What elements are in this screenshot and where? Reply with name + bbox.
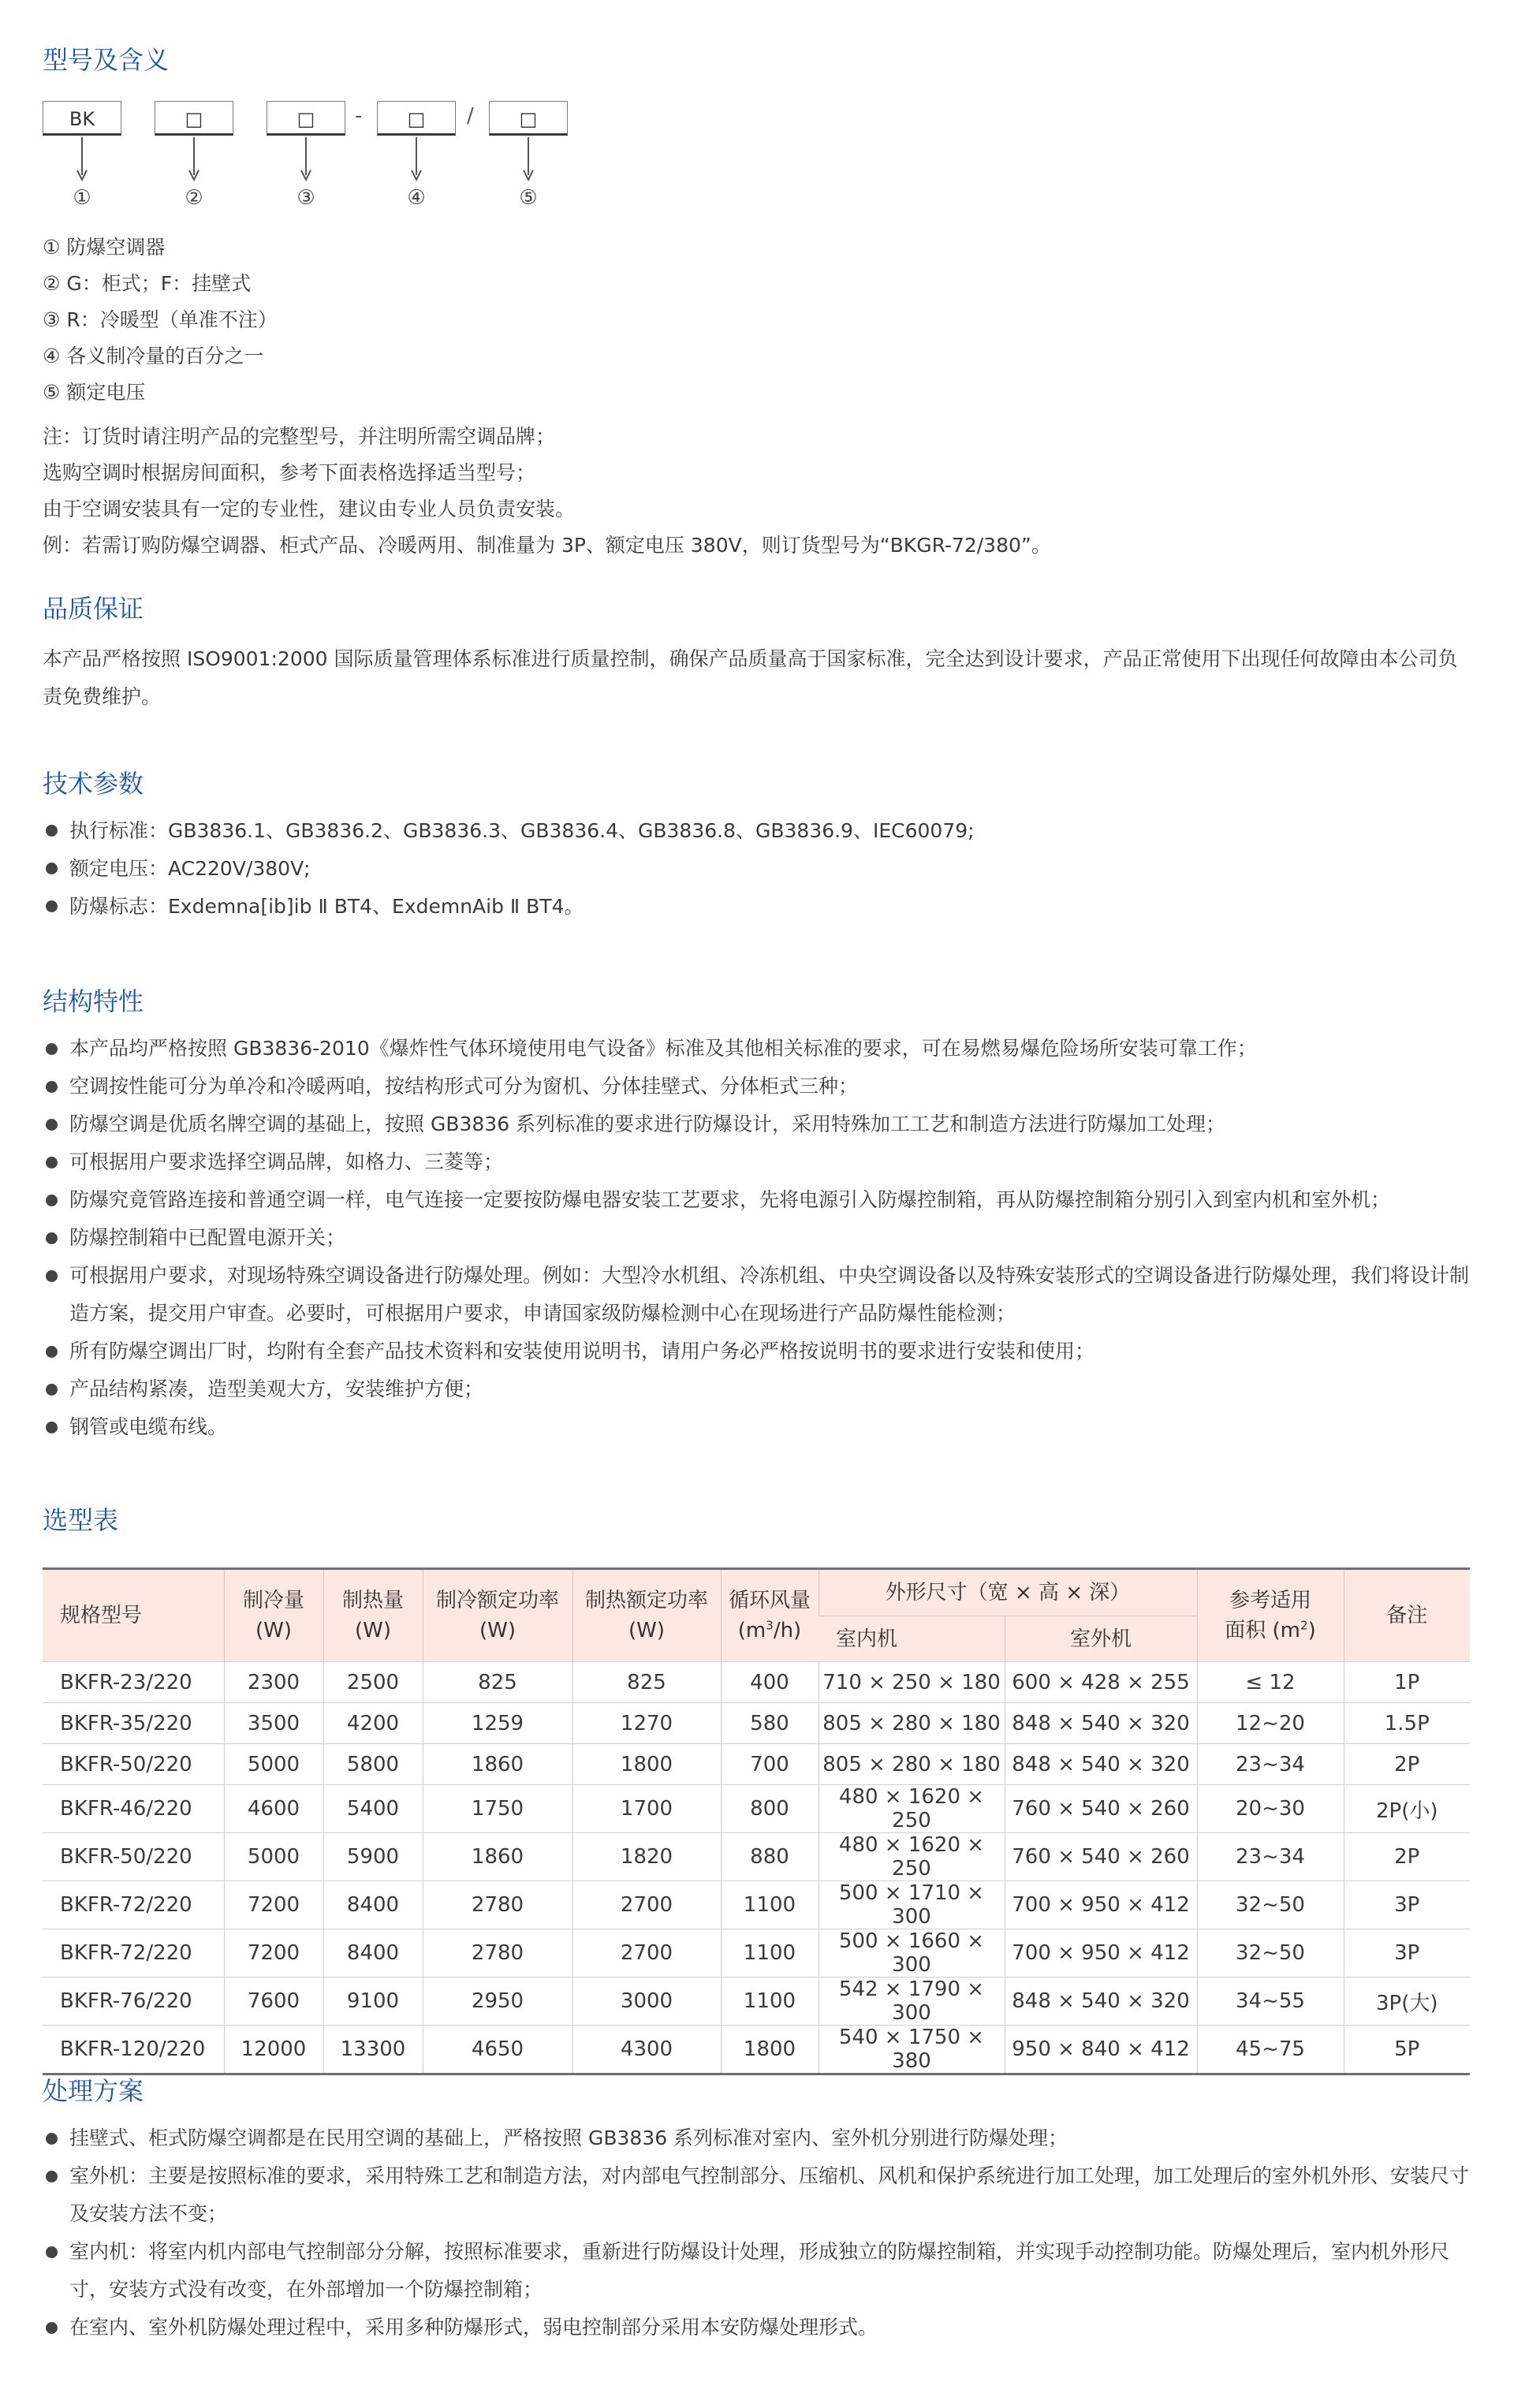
header-heating-capacity: 制热量 (W) xyxy=(323,1569,423,1662)
legend-item: ④ 各义制冷量的百分之一 xyxy=(43,345,264,367)
cell-indoor-size: 500 × 1660 × 300 xyxy=(819,1929,1005,1977)
cell-indoor-size: 805 × 280 × 180 xyxy=(819,1744,1005,1785)
header-cooling-capacity: 制冷量 (W) xyxy=(224,1569,323,1662)
table-row xyxy=(43,1703,1470,1744)
section-title-quality: 品质保证 xyxy=(43,594,144,624)
marker-2: ② xyxy=(185,186,203,210)
cell-remark: 3P xyxy=(1344,1929,1470,1977)
header-cooling-power: 制冷额定功率 (W) xyxy=(423,1569,572,1662)
cell-cooling-power: 1259 xyxy=(423,1703,572,1744)
cell-indoor-size: 805 × 280 × 180 xyxy=(819,1703,1005,1744)
cell-outdoor-size: 848 × 540 × 320 xyxy=(1005,1744,1197,1785)
table-row xyxy=(43,1744,1470,1785)
cell-remark: 5P xyxy=(1344,2026,1470,2074)
cell-heating: 8400 xyxy=(323,1881,423,1929)
cell-cooling: 2300 xyxy=(224,1662,323,1703)
cell-remark: 1P xyxy=(1344,1662,1470,1703)
model-box-2: □ xyxy=(155,101,233,136)
table-row xyxy=(43,1929,1470,1977)
cell-airflow: 1100 xyxy=(721,1977,819,2026)
structure-list xyxy=(43,1030,1478,1446)
solution-item: 挂壁式、柜式防爆空调都是在民用空调的基础上，严格按照 GB3836 系列标准对室内、室外机分别进行防爆处理； xyxy=(43,2119,1478,2157)
structure-item: 防爆空调是优质名牌空调的基础上，按照 GB3836 系列标准的要求进行防爆设计，采用特殊加工工艺和制造方法进行防爆加工处理； xyxy=(43,1105,1478,1143)
cell-cooling: 7200 xyxy=(224,1929,323,1977)
cell-indoor-size: 710 × 250 × 180 xyxy=(819,1662,1005,1703)
cell-heating: 5900 xyxy=(323,1833,423,1881)
order-note: 选购空调时根据房间面积，参考下面表格选择适当型号； xyxy=(43,461,536,484)
structure-item: 防爆控制箱中已配置电源开关； xyxy=(43,1219,1478,1257)
cell-heating-power: 1270 xyxy=(572,1703,721,1744)
cell-area: ≤ 12 xyxy=(1197,1662,1344,1703)
order-note: 由于空调安装具有一定的专业性，建议由专业人员负责安装。 xyxy=(43,498,576,520)
cell-heating-power: 1800 xyxy=(572,1744,721,1785)
cell-area: 12~20 xyxy=(1197,1703,1344,1744)
cell-area: 45~75 xyxy=(1197,2026,1344,2074)
cell-airflow: 400 xyxy=(721,1662,819,1703)
legend-item: ③ R：冷暖型（单准不注） xyxy=(43,308,278,331)
down-arrow-icon xyxy=(298,137,314,181)
structure-item: 空调按性能可分为单冷和冷暖两咱，按结构形式可分为窗机、分体挂壁式、分体柜式三种； xyxy=(43,1068,1478,1105)
marker-4: ④ xyxy=(407,186,426,210)
cell-cooling-power: 1750 xyxy=(423,1785,572,1833)
header-model: 规格型号 xyxy=(43,1569,224,1662)
cell-indoor-size: 480 × 1620 × 250 xyxy=(819,1833,1005,1881)
marker-5: ⑤ xyxy=(519,186,538,210)
structure-item: 产品结构紧凑，造型美观大方，安装维护方便； xyxy=(43,1370,1478,1408)
cell-indoor-size: 480 × 1620 × 250 xyxy=(819,1785,1005,1833)
model-box-3: □ xyxy=(267,101,345,136)
marker-3: ③ xyxy=(296,186,315,210)
down-arrow-icon xyxy=(408,137,424,181)
cell-heating: 9100 xyxy=(323,1977,423,2026)
cell-area: 32~50 xyxy=(1197,1929,1344,1977)
cell-outdoor-size: 700 × 950 × 412 xyxy=(1005,1929,1197,1977)
cell-area: 32~50 xyxy=(1197,1881,1344,1929)
cell-heating: 5400 xyxy=(323,1785,423,1833)
cell-heating-power: 1820 xyxy=(572,1833,721,1881)
cell-cooling-power: 825 xyxy=(423,1662,572,1703)
cell-cooling-power: 2780 xyxy=(423,1929,572,1977)
section-title-model: 型号及含义 xyxy=(43,45,170,75)
cell-outdoor-size: 848 × 540 × 320 xyxy=(1005,1703,1197,1744)
header-heating-power: 制热额定功率 (W) xyxy=(572,1569,721,1662)
cell-outdoor-size: 848 × 540 × 320 xyxy=(1005,1977,1197,2026)
cell-cooling: 7600 xyxy=(224,1977,323,2026)
cell-cooling-power: 2950 xyxy=(423,1977,572,2026)
model-box-5: □ xyxy=(489,101,568,136)
tech-params-list xyxy=(43,812,1478,926)
cell-cooling: 4600 xyxy=(224,1785,323,1833)
cell-airflow: 700 xyxy=(721,1744,819,1785)
table-row xyxy=(43,2026,1470,2074)
cell-indoor-size: 500 × 1710 × 300 xyxy=(819,1881,1005,1929)
table-row xyxy=(43,1977,1470,2026)
cell-heating-power: 2700 xyxy=(572,1881,721,1929)
cell-remark: 2P xyxy=(1344,1744,1470,1785)
solution-item: 室内机：将室内机内部电气控制部分分解，按照标准要求，重新进行防爆设计处理，形成独立的防爆控制箱，并实现手动控制功能。防爆处理后，室内机外形尺寸，安装方式没有改变，在外部增加一个防爆控制箱； xyxy=(43,2233,1478,2309)
structure-item: 可根据用户要求，对现场特殊空调设备进行防爆处理。例如：大型冷水机组、冷冻机组、中央空调设备以及特殊安装形式的空调设备进行防爆处理，我们将设计制造方案，提交用户审查。必要时，可根据用户要求，申请国家级防爆检测中心在现场进行产品防爆性能检测； xyxy=(43,1257,1478,1333)
cell-cooling: 12000 xyxy=(224,2026,323,2074)
table-row xyxy=(43,1785,1470,1833)
cell-cooling-power: 1860 xyxy=(423,1744,572,1785)
solution-item: 在室内、室外机防爆处理过程中，采用多种防爆形式，弱电控制部分采用本安防爆处理形式。 xyxy=(43,2309,1478,2346)
model-box-4: □ xyxy=(377,101,456,136)
solution-item: 室外机：主要是按照标准的要求，采用特殊工艺和制造方法，对内部电气控制部分、压缩机、风机和保护系统进行加工处理，加工处理后的室外机外形、安装尺寸及安装方法不变； xyxy=(43,2157,1478,2233)
table-row xyxy=(43,1662,1470,1703)
cell-model: BKFR-35/220 xyxy=(43,1703,224,1744)
cell-outdoor-size: 760 × 540 × 260 xyxy=(1005,1785,1197,1833)
cell-airflow: 800 xyxy=(721,1785,819,1833)
cell-cooling: 5000 xyxy=(224,1833,323,1881)
quality-text: 本产品严格按照 ISO9001:2000 国际质量管理体系标准进行质量控制，确保产品质量高于国家标准，完全达到设计要求，产品正常使用下出现任何故障由本公司负责免费维护。 xyxy=(43,647,1458,708)
cell-heating: 5800 xyxy=(323,1744,423,1785)
selection-table xyxy=(43,1567,1470,2075)
cell-model: BKFR-50/220 xyxy=(43,1744,224,1785)
cell-model: BKFR-120/220 xyxy=(43,2026,224,2074)
cell-model: BKFR-46/220 xyxy=(43,1785,224,1833)
tech-param-item: 防爆标志：Exdemna[ib]ib Ⅱ BT4、ExdemnAib Ⅱ BT4。 xyxy=(43,888,1478,926)
section-title-selection: 选型表 xyxy=(43,1505,119,1535)
table-row xyxy=(43,1881,1470,1929)
cell-cooling: 7200 xyxy=(224,1881,323,1929)
cell-area: 20~30 xyxy=(1197,1785,1344,1833)
structure-item: 可根据用户要求选择空调品牌，如格力、三菱等； xyxy=(43,1143,1478,1181)
header-remark: 备注 xyxy=(1344,1569,1470,1662)
section-title-solution: 处理方案 xyxy=(43,2076,144,2106)
structure-item: 本产品均严格按照 GB3836-2010《爆炸性气体环境使用电气设备》标准及其他相关标准的要求，可在易燃易爆危险场所安装可靠工作； xyxy=(43,1030,1478,1068)
section-title-structure: 结构特性 xyxy=(43,986,144,1016)
cell-area: 23~34 xyxy=(1197,1833,1344,1881)
cell-cooling-power: 4650 xyxy=(423,2026,572,2074)
order-note: 注：订货时请注明产品的完整型号，并注明所需空调品牌； xyxy=(43,425,556,448)
legend-item: ① 防爆空调器 xyxy=(43,236,166,259)
cell-model: BKFR-72/220 xyxy=(43,1881,224,1929)
cell-airflow: 1800 xyxy=(721,2026,819,2074)
cell-indoor-size: 540 × 1750 × 380 xyxy=(819,2026,1005,2074)
cell-outdoor-size: 600 × 428 × 255 xyxy=(1005,1662,1197,1703)
cell-indoor-size: 542 × 1790 × 300 xyxy=(819,1977,1005,2026)
structure-item: 所有防爆空调出厂时，均附有全套产品技术资料和安装使用说明书，请用户务必严格按说明书的要求进行安装和使用； xyxy=(43,1333,1478,1370)
cell-remark: 3P xyxy=(1344,1881,1470,1929)
cell-airflow: 1100 xyxy=(721,1881,819,1929)
header-airflow: 循环风量 $(m^3/h)$ xyxy=(721,1569,819,1662)
cell-area: 23~34 xyxy=(1197,1744,1344,1785)
legend-item: ② G：柜式；F：挂壁式 xyxy=(43,272,252,295)
cell-cooling-power: 2780 xyxy=(423,1881,572,1929)
cell-remark: 1.5P xyxy=(1344,1703,1470,1744)
marker-1: ① xyxy=(73,186,91,210)
cell-cooling: 5000 xyxy=(224,1744,323,1785)
solution-list xyxy=(43,2119,1478,2346)
cell-heating-power: 4300 xyxy=(572,2026,721,2074)
cell-heating: 13300 xyxy=(323,2026,423,2074)
order-example: 例：若需订购防爆空调器、柜式产品、冷暖两用、制准量为 3P、额定电压 380V，则订货型号为“BKGR-72/380”。 xyxy=(43,534,1051,557)
structure-item: 钢管或电缆布线。 xyxy=(43,1408,1478,1446)
cell-airflow: 880 xyxy=(721,1833,819,1881)
cell-heating: 4200 xyxy=(323,1703,423,1744)
cell-heating: 2500 xyxy=(323,1662,423,1703)
cell-remark: 2P(小) xyxy=(1344,1785,1470,1833)
cell-remark: 3P(大) xyxy=(1344,1977,1470,2026)
selection-table-body xyxy=(43,1662,1470,2074)
cell-heating-power: 2700 xyxy=(572,1929,721,1977)
down-arrow-icon xyxy=(520,137,536,181)
header-dimensions: 外形尺寸（宽 × 高 × 深） xyxy=(819,1569,1197,1616)
cell-heating-power: 825 xyxy=(572,1662,721,1703)
model-separator-slash: / xyxy=(467,104,474,128)
cell-cooling: 3500 xyxy=(224,1703,323,1744)
tech-param-item: 执行标准：GB3836.1、GB3836.2、GB3836.3、GB3836.4、GB3836.8、GB3836.9、IEC60079; xyxy=(43,812,1478,850)
cell-model: BKFR-50/220 xyxy=(43,1833,224,1881)
tech-param-item: 额定电压：AC220V/380V; xyxy=(43,850,1478,888)
cell-outdoor-size: 950 × 840 × 412 xyxy=(1005,2026,1197,2074)
down-arrow-icon xyxy=(186,137,202,181)
header-area: 参考适用 面积 $(m^2)$ xyxy=(1197,1569,1344,1662)
header-indoor: 室内机 xyxy=(819,1616,1005,1662)
cell-cooling-power: 1860 xyxy=(423,1833,572,1881)
cell-remark: 2P xyxy=(1344,1833,1470,1881)
header-outdoor: 室外机 xyxy=(1005,1616,1197,1662)
cell-outdoor-size: 760 × 540 × 260 xyxy=(1005,1833,1197,1881)
cell-area: 34~55 xyxy=(1197,1977,1344,2026)
down-arrow-icon xyxy=(74,137,90,181)
table-row xyxy=(43,1833,1470,1881)
cell-heating-power: 3000 xyxy=(572,1977,721,2026)
structure-item: 防爆究竟管路连接和普通空调一样，电气连接一定要按防爆电器安装工艺要求，先将电源引入防爆控制箱，再从防爆控制箱分别引入到室内机和室外机； xyxy=(43,1181,1478,1219)
model-box-prefix: BK xyxy=(43,101,121,136)
cell-heating-power: 1700 xyxy=(572,1785,721,1833)
cell-model: BKFR-72/220 xyxy=(43,1929,224,1977)
legend-item: ⑤ 额定电压 xyxy=(43,381,146,404)
cell-model: BKFR-76/220 xyxy=(43,1977,224,2026)
cell-airflow: 580 xyxy=(721,1703,819,1744)
cell-model: BKFR-23/220 xyxy=(43,1662,224,1703)
section-title-tech: 技术参数 xyxy=(43,769,144,799)
model-separator-dash: - xyxy=(355,104,363,128)
cell-airflow: 1100 xyxy=(721,1929,819,1977)
cell-heating: 8400 xyxy=(323,1929,423,1977)
cell-outdoor-size: 700 × 950 × 412 xyxy=(1005,1881,1197,1929)
